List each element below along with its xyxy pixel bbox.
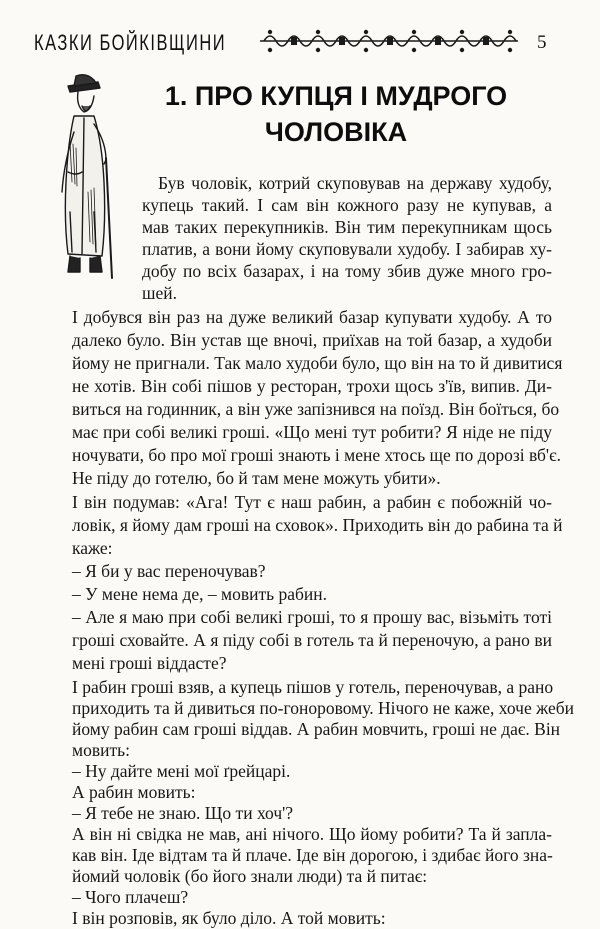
text-line: І рабин гроші взяв, а купець пішов у готель, переночував, а рано [72,677,554,697]
chapter-title [136,78,536,150]
chapter-title-line-1: 1. ПРО КУПЦЯ І МУДРОГО [164,81,508,111]
text-line: купець такий. І сам він кожного разу не купував, а [142,195,552,215]
old-man-with-staff-icon [46,72,126,282]
text-line: каже: [72,538,113,558]
text-line: йому рабин сам гроші віддав. А рабин мовчить, гроші не дає. Він [72,719,561,739]
decorative-ornament-band [258,26,520,56]
text-line: Не піду до готелю, бо й там мене можуть убити». [72,468,441,488]
page-number: 5 [537,32,547,53]
text-line: далеко було. Він устав ще вночі, приїхав на той базар, а худоби [72,330,552,350]
text-line: І добувся він раз на дуже великий базар купувати худобу. А то [72,307,552,327]
text-line: приходить та й дивиться по-гоноровому. Нічого не каже, хоче жеби [72,698,575,718]
text-line: не хотів. Він собі пішов у ресторан, трохи щось з'їв, випив. Ди- [72,376,552,396]
text-line: має при собі великі гроші. «Що мені тут робити? Я ніде не піду [72,422,552,442]
text-line: А він ні свідка не мав, ані нічого. Що йому робити? Та й запла- [72,824,552,844]
text-line: А рабин мовить: [72,782,196,802]
text-line: йому не пригнали. Так мало худоби було, що він на то й дивитися [72,353,563,373]
text-line: Був чоловік, котрий скуповував на державу худобу, [158,173,552,193]
text-line: – У мене нема де, – мовить рабин. [72,584,327,604]
text-line: – Я би у вас переночував? [72,561,266,581]
text-line: йомий чоловік (бо його знали люди) та й питає: [72,866,428,886]
text-line: І він подумав: «Ага! Тут є наш рабин, а рабин є побожній чо- [72,492,552,512]
text-line: – Але я маю при собі великі гроші, то я прошу вас, візьміть тоті [72,607,552,627]
text-line: – Я тебе не знаю. Що ти хоч'? [72,803,294,823]
text-line: ловік, я йому дам гроші на сховок». Приходить він до рабина та й [72,515,563,535]
text-line: ночувати, бо про мої гроші знають і мене хтось ще по дорозі вб'є. [72,445,561,465]
text-line: кав він. Іде відтам та й плаче. Іде він дорогою, і здибає його зна- [72,845,553,865]
text-line: шей. [142,283,177,303]
text-line: мені гроші віддасте? [72,653,227,673]
text-line: мовить: [72,740,130,760]
text-line: мав таких перекупників. Він тим перекупникам щось [142,217,552,237]
text-line: гроші сховайте. А я піду собі в готель та й переночую, а рано ви [72,630,552,650]
text-line: – Чого плачеш? [72,887,189,907]
text-line: добу по всіх базарах, і на тому збив дуже много гро- [142,261,552,281]
text-line: платив, а вони йому скуповували худобу. І забирав ху- [142,239,552,259]
text-line: виться на годинник, а він уже запізнився на поїзд. Він боїться, бо [72,399,560,419]
chapter-title-line-2: ЧОЛОВІКА [264,117,408,147]
running-header-title: КАЗКИ БОЙКІВЩИНИ [34,30,227,55]
text-line: І він розповів, як було діло. А той мовить: [72,908,386,928]
text-line: – Ну дайте мені мої ґрейцарі. [72,761,291,781]
